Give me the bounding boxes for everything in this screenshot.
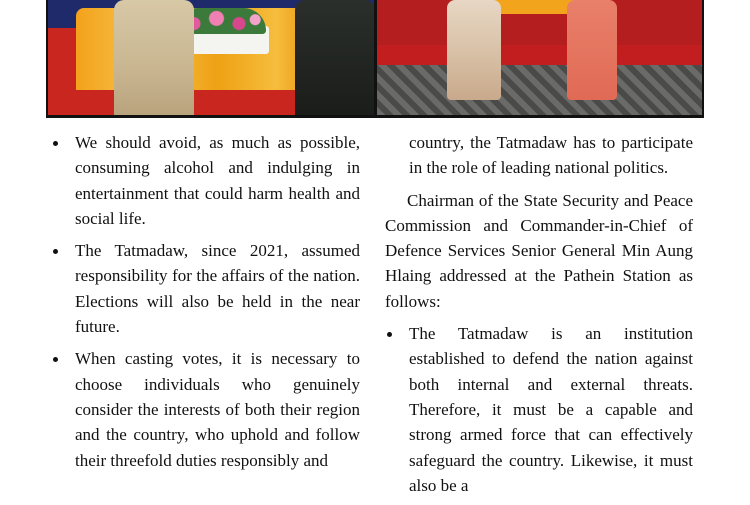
person-in-dark-uniform [295,0,374,115]
bullet-dot-icon [387,332,392,337]
ceremony-photo-left [48,0,374,115]
bullet-text: We should avoid, as much as possible, consuming alcohol and indulging in entertainment that could harm health and social life. [75,133,360,228]
bullet-item [51,130,360,231]
bullet-dot-icon [53,357,58,362]
bullet-text: The Tatmadaw is an institution established to defend the nation against both internal and external threats. Therefore, it must be a capable and strong armed force that can effectively safeguard the country. Likewise, it must also be a [409,324,693,495]
person-in-light-dress [447,0,501,100]
bullet-dot-icon [53,249,58,254]
patterned-floor [377,65,702,115]
bullet-text: The Tatmadaw, since 2021, assumed responsibility for the affairs of the nation. Elections will also be held in the near future. [75,241,360,337]
photo-strip [46,0,704,118]
left-column [51,130,360,480]
ceremony-photo-right [377,0,702,115]
bullet-item [385,321,693,498]
bullet-text: When casting votes, it is necessary to choose individuals who genuinely consider the interests of both their region and the country, who uphold and follow their threefold duties responsibly and [75,349,360,470]
bullet-dot-icon [53,141,58,146]
bullet-item [51,346,360,472]
right-column [385,130,693,505]
person-in-orange-dress [567,0,617,100]
bullet-item [51,238,360,339]
person-in-beige [114,0,194,115]
bullet-continuation-text: country, the Tatmadaw has to participate in the role of leading national politics. [409,133,693,178]
body-paragraph: Chairman of the State Security and Peace Commission and Commander-in-Chief of Defence Services Senior General Min Aung Hlaing addressed at the Pathein Station as follows: [385,190,693,311]
